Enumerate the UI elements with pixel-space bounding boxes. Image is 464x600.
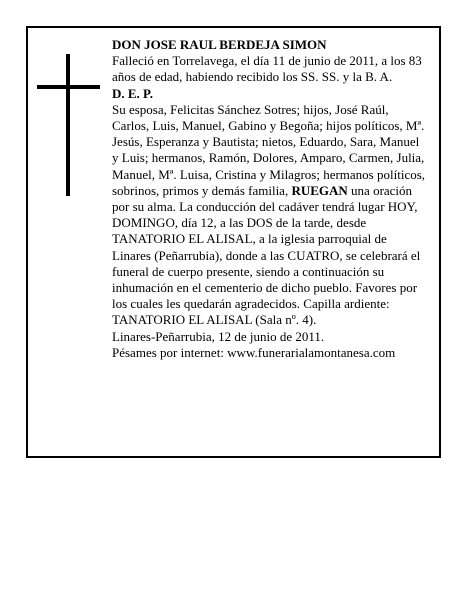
cross-icon-crossbar: [37, 85, 100, 89]
place-date: Linares-Peñarrubia, 12 de junio de 2011.: [112, 328, 325, 344]
obituary-text: [112, 37, 427, 361]
family-list: Su esposa, Felicitas Sánchez Sotres; hijos, José Raúl, Carlos, Luis, Manuel, Gabino y Begoña; hijos políticos, Mª. Jesús, Esperanza y Bautista; nietos, Eduardo, Sara, Manuel y Luis; hermanos, Ramón, Dolores, Amparo, Carmen, Julia, Manuel, Mª. Luisa, Cristina y Milagros; hermanos políticos, sobrinos, primos y demás familia,: [112, 101, 426, 198]
condolences-line: Pésames por internet: www.funerarialamontanesa.com: [112, 344, 396, 360]
family-paragraph: [112, 102, 427, 329]
funeral-details: una oración por su alma. La conducción del cadáver tendrá lugar HOY, DOMINGO, día 12, a las DOS de la tarde, desde TANATORIO EL ALISAL, a la iglesia parroquial de Linares (Peñarrubia), donde a las CUATRO, se celebrará el funeral de cuerpo presente, siendo a continuación su inhumación en el cementerio de dicho pueblo. Favores por los cuales les quedarán agradecidos. Capilla ardiente: TANATORIO EL ALISAL (Sala nº. 4).: [112, 182, 421, 328]
ruegan-word: RUEGAN: [291, 182, 348, 198]
cross-icon: [66, 54, 70, 196]
death-details: Falleció en Torrelavega, el día 11 de junio de 2011, a los 83 años de edad, habiendo recibido los SS. SS. y la B. A.: [112, 53, 422, 85]
rip-heading: D. E. P.: [112, 85, 154, 101]
deceased-name: DON JOSE RAUL BERDEJA SIMON: [112, 37, 327, 52]
